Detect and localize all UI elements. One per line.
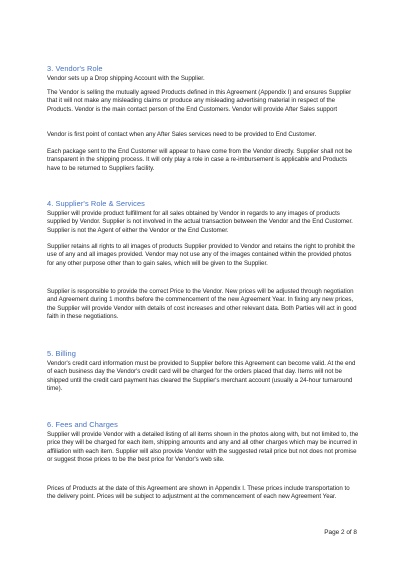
section-heading-vendors-role: 3. Vendor's Role <box>47 64 103 73</box>
section-heading-fees-and-charges: 6. Fees and Charges <box>47 420 118 429</box>
paragraph: The Vendor is selling the mutually agreed Products defined in this Agreement (Appendix I) and ensures Supplier that it will not make any misleading claims or produce any misleading advertising material in respect of the Products. Vendor is the main contact person of the End Customers. Vendor will provide After Sales support <box>47 89 352 113</box>
paragraph: Supplier retains all rights to all images of products Supplier provided to Vendor and retains the right to prohibit the use of any and all images provided. Vendor may not use any of the images contained within the provided photos for any other purpose other than to gain sales, which will be given to the Supplier. <box>47 243 355 267</box>
paragraph: Supplier will provide Vendor with a detailed listing of all items shown in the photos along with, but not limited to, the price they will be charged for each item, shipping amounts and any and all other charges which may be incurred in affiliation with each item. Supplier will also provide Vendor with the suggested retail price but not does not promise or suggest those prices to be the best price for Vendor's web site. <box>47 431 359 464</box>
paragraph: Each package sent to the End Customer will appear to have come from the Vendor directly. Supplier shall not be transparent in the shipping process. It will only play a role in case a re-imbursement is applicable and Products have to be returned to Suppliers facility. <box>47 148 353 172</box>
paragraph: Prices of Products at the date of this Agreement are shown in Appendix I. These prices include transportation to the delivery point. Prices will be subject to adjustment at the commencement of each new Agreement Year. <box>47 485 350 501</box>
paragraph: Vendor is first point of contact when any After Sales services need to be provided to End Customer. <box>47 131 317 138</box>
paragraph: Supplier will provide product fulfillment for all sales obtained by Vendor in regards to any images of products supplied by Vendor. Supplier is not involved in the actual transaction between the Vendor and the End Customer. Supplier is not the Agent of either the Vendor or the End Customer. <box>47 210 353 234</box>
document-page <box>47 0 359 570</box>
page-number: Page 2 of 8 <box>324 529 357 536</box>
paragraph: Vendor's credit card information must be provided to Supplier before this Agreement can become valid. At the end of each business day the Vendor's credit card will be charged for the orders placed that day. Items will not be shipped until the credit card payment has cleared the Supplier's merchant account (usually a 24-hour turnaround time). <box>47 360 356 393</box>
paragraph: Supplier is responsible to provide the correct Price to the Vendor. New prices will be adjusted through negotiation and Agreement during 1 months before the commencement of the new Agreement Year. In fixing any new prices, the Supplier will provide Vendor with details of cost increases and other relevant data. Both Parties will act in good faith in these negotiations. <box>47 288 357 321</box>
section-heading-suppliers-role: 4. Supplier's Role & Services <box>47 199 145 208</box>
paragraph: Vendor sets up a Drop shipping Account with the Supplier. <box>47 75 205 82</box>
section-heading-billing: 5. Billing <box>47 349 76 358</box>
